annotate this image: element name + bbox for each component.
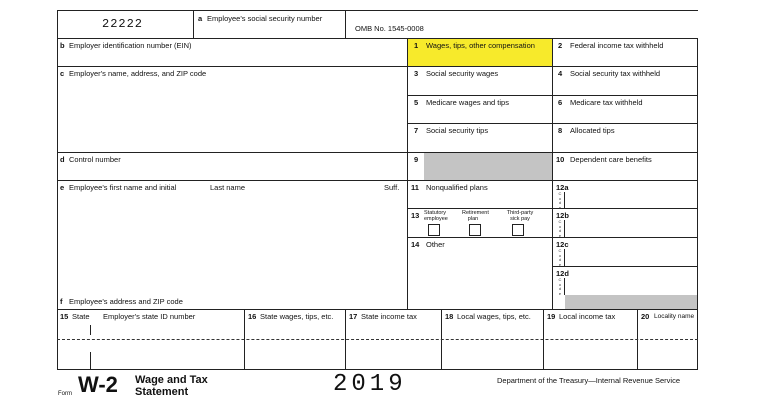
form-title: W-2 xyxy=(78,372,118,397)
box-e-last-name: Last name xyxy=(210,183,246,192)
box-17-number: 17 xyxy=(349,312,358,321)
box-b-label: Employer identification number (EIN) xyxy=(69,41,192,50)
third-party-sick-pay-checkbox[interactable] xyxy=(512,224,524,236)
box-19-number: 19 xyxy=(547,312,556,321)
box-15-number: 15 xyxy=(60,312,69,321)
box-12d-code-label: C o d e xyxy=(558,277,562,296)
box-15-label: State xyxy=(72,312,90,321)
box-a-label: Employee's social security number xyxy=(207,14,323,23)
box-f-letter: f xyxy=(60,297,63,306)
box-9-number: 9 xyxy=(414,155,419,164)
divider xyxy=(90,325,91,335)
divider xyxy=(407,95,698,96)
divider xyxy=(345,10,346,38)
box-13-number: 13 xyxy=(411,211,420,220)
box-12a-code-label: C o d e xyxy=(558,191,562,210)
form-year: 2019 xyxy=(333,371,407,398)
box-12a-number: 12a xyxy=(556,183,569,192)
divider xyxy=(564,249,565,266)
divider xyxy=(57,180,698,181)
divider xyxy=(57,309,698,310)
statutory-employee-checkbox[interactable] xyxy=(428,224,440,236)
box-18-number: 18 xyxy=(445,312,454,321)
box-c-label: Employer's name, address, and ZIP code xyxy=(69,69,207,78)
box-13-thirdparty-label: Third-party sick pay xyxy=(506,210,534,222)
box-12d-number: 12d xyxy=(556,269,569,278)
box-e-letter: e xyxy=(60,183,65,192)
form-bottom-border xyxy=(57,369,698,370)
box-16-label: State wages, tips, etc. xyxy=(260,312,334,321)
box-4-label: Social security tax withheld xyxy=(570,69,661,78)
box-12c-code-label: C o d e xyxy=(558,248,562,267)
divider xyxy=(564,220,565,237)
box-12b-number: 12b xyxy=(556,211,569,220)
divider xyxy=(564,278,565,295)
box-1-label: Wages, tips, other compensation xyxy=(426,41,535,50)
divider xyxy=(57,38,698,39)
box-19-label: Local income tax xyxy=(559,312,616,321)
box-20-number: 20 xyxy=(641,312,650,321)
box-a-letter: a xyxy=(198,14,203,23)
box-13-retirement-label: Retirement plan xyxy=(462,210,489,222)
divider xyxy=(552,237,698,238)
box-3-number: 3 xyxy=(414,69,419,78)
divider xyxy=(90,352,91,369)
box-17-label: State income tax xyxy=(361,312,417,321)
box-6-label: Medicare tax withheld xyxy=(570,98,643,107)
divider xyxy=(407,237,552,238)
divider xyxy=(407,123,698,124)
divider xyxy=(552,38,553,309)
footer-department: Department of the Treasury—Internal Revenue Service xyxy=(497,376,681,385)
box-6-number: 6 xyxy=(558,98,563,107)
box-5-number: 5 xyxy=(414,98,419,107)
box-1-number: 1 xyxy=(414,41,419,50)
divider xyxy=(57,152,698,153)
box-d-letter: d xyxy=(60,155,65,164)
dashed-separator xyxy=(57,339,698,340)
box-3-label: Social security wages xyxy=(426,69,499,78)
box-16-number: 16 xyxy=(248,312,257,321)
divider xyxy=(564,192,565,208)
omb-number: OMB No. 1545-0008 xyxy=(355,24,424,33)
divider xyxy=(407,208,698,209)
box-d-label: Control number xyxy=(69,155,121,164)
box-12c-number: 12c xyxy=(556,240,569,249)
form-subtitle-line1: Wage and Tax xyxy=(135,374,208,386)
box-13-statutory-label: Statutory employee xyxy=(424,210,448,222)
control-code: 22222 xyxy=(102,17,144,31)
divider xyxy=(407,38,408,309)
box-9-shaded xyxy=(424,153,552,180)
box-11-number: 11 xyxy=(411,183,419,192)
box-8-label: Allocated tips xyxy=(570,126,615,135)
box-10-number: 10 xyxy=(556,155,565,164)
box-15-employer-state-id: Employer's state ID number xyxy=(103,312,196,321)
box-11-label: Nonqualified plans xyxy=(426,183,488,192)
footer-form-label: Form xyxy=(58,391,72,397)
box-18-label: Local wages, tips, etc. xyxy=(457,312,531,321)
form-right-border xyxy=(697,38,698,370)
box-b-letter: b xyxy=(60,41,65,50)
box-c-letter: c xyxy=(60,69,65,78)
box-4-number: 4 xyxy=(558,69,563,78)
box-5-label: Medicare wages and tips xyxy=(426,98,509,107)
box-14-label: Other xyxy=(426,240,445,249)
box-2-label: Federal income tax withheld xyxy=(570,41,664,50)
form-subtitle-line2: Statement xyxy=(135,386,189,398)
box-12d-shaded xyxy=(565,295,697,309)
box-20-label: Locality name xyxy=(654,313,695,320)
box-7-label: Social security tips xyxy=(426,126,489,135)
divider xyxy=(193,10,194,38)
box-14-number: 14 xyxy=(411,240,420,249)
box-f-label: Employee's address and ZIP code xyxy=(69,297,183,306)
box-12b-code-label: C o d e xyxy=(558,219,562,238)
box-7-number: 7 xyxy=(414,126,419,135)
retirement-plan-checkbox[interactable] xyxy=(469,224,481,236)
box-e-label: Employee's first name and initial xyxy=(69,183,177,192)
form-top-border xyxy=(57,10,698,11)
divider xyxy=(57,66,698,67)
form-left-border xyxy=(57,10,58,370)
box-10-label: Dependent care benefits xyxy=(570,155,652,164)
box-8-number: 8 xyxy=(558,126,563,135)
box-a-input[interactable] xyxy=(200,24,340,36)
box-e-suffix: Suff. xyxy=(384,183,400,192)
box-2-number: 2 xyxy=(558,41,563,50)
divider xyxy=(552,266,698,267)
